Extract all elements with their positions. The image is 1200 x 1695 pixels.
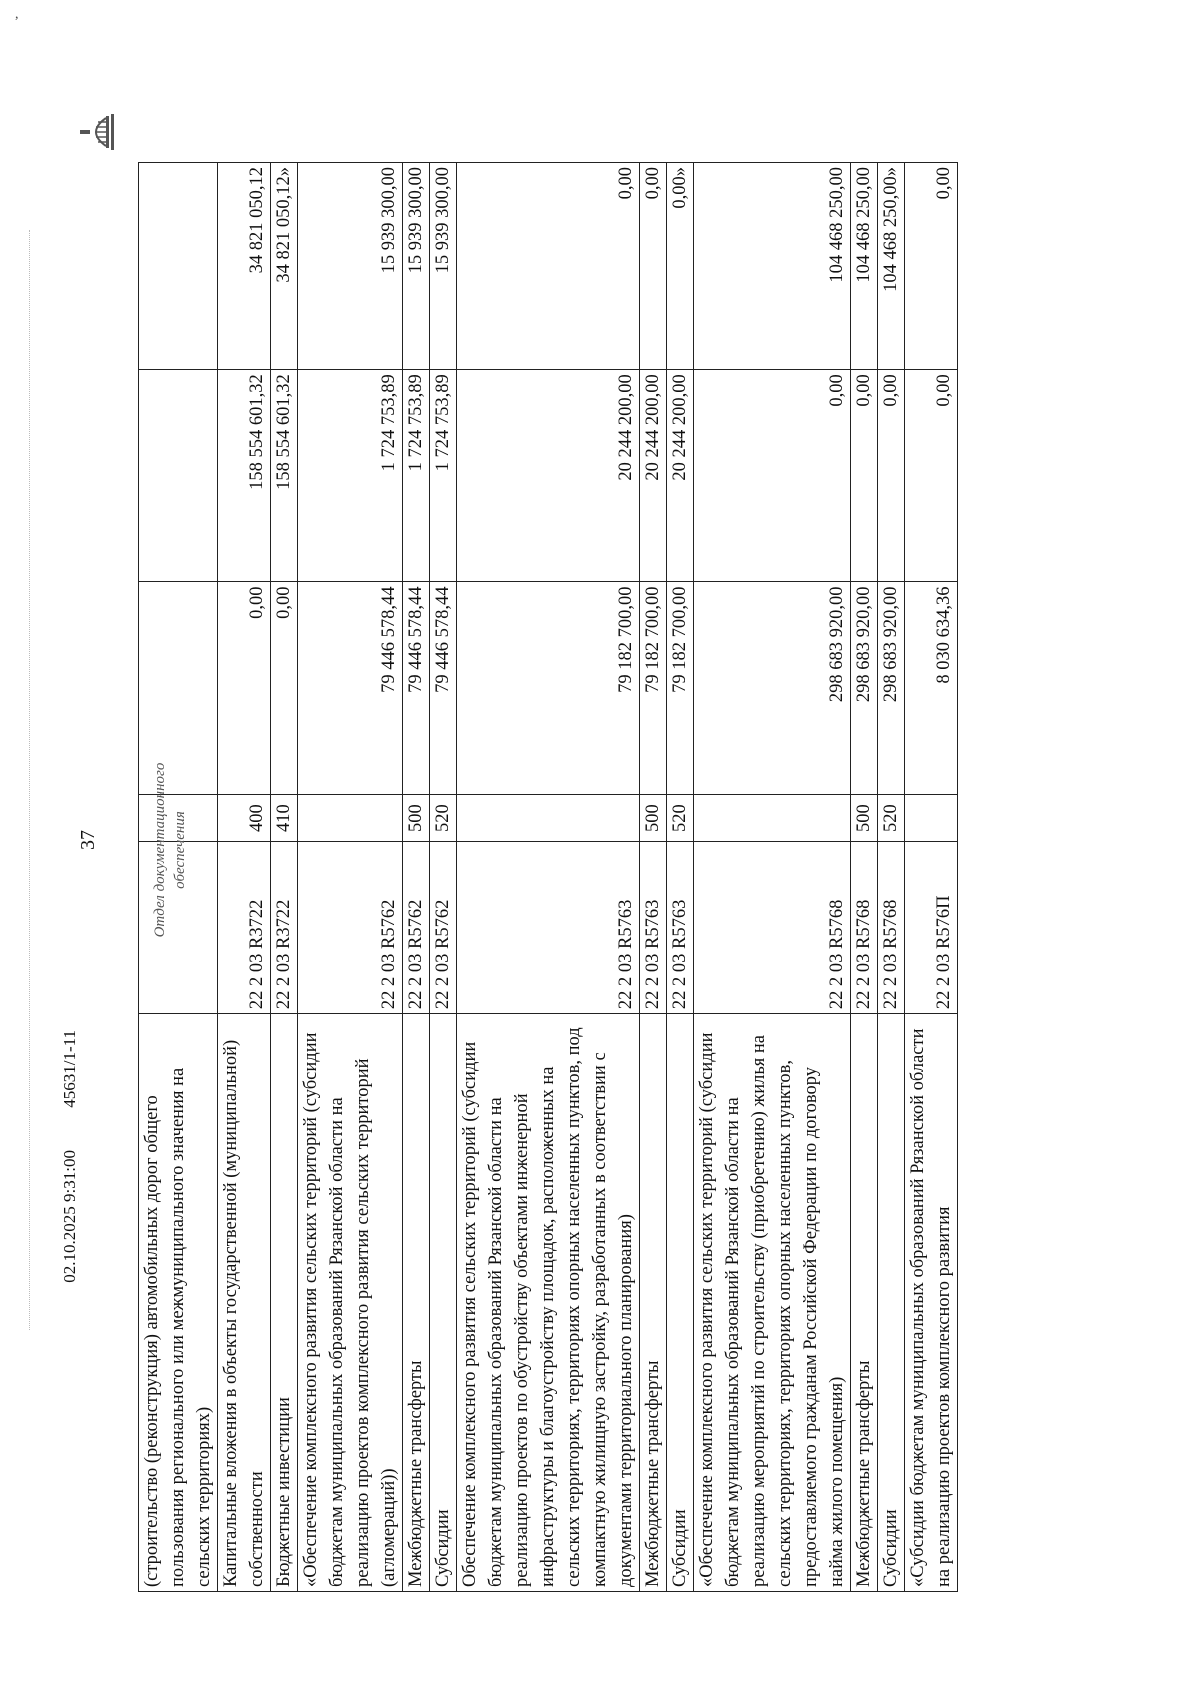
row-name-cell: Бюджетные инвестиции bbox=[271, 1014, 298, 1592]
row-amount-2025-cell: 79 182 700,00 bbox=[640, 582, 667, 794]
row-code-cell: 22 2 03 R576П bbox=[905, 842, 958, 1014]
row-vr-cell: 500 bbox=[640, 794, 667, 842]
row-name-cell: Межбюджетные трансферты bbox=[851, 1014, 878, 1592]
row-amount-2026-cell: 20 244 200,00 bbox=[457, 370, 640, 582]
row-amount-2026-cell: 1 724 753,89 bbox=[403, 370, 430, 582]
row-amount-2025-cell: 8 030 634,36 bbox=[905, 582, 958, 794]
row-amount-2026-cell bbox=[139, 370, 218, 582]
row-code-cell: 22 2 03 R5768 bbox=[878, 842, 905, 1014]
row-amount-2027-cell: 34 821 050,12 bbox=[218, 163, 271, 370]
row-amount-2025-cell: 79 446 578,44 bbox=[430, 582, 457, 794]
row-amount-2025-cell: 79 446 578,44 bbox=[298, 582, 403, 794]
row-name-cell: Обеспечение комплексного развития сельских территорий (субсидии бюджетам муниципальных образований Рязанской области на реализацию проектов по обустройству объектами инженерной инфраструктуры и благоустройству площадок, расположенных на сельских территориях, территориях опорных населенных пунктов, под компактную жилищную застройку, разработанных в соответствии с документами территориального планирования) bbox=[457, 1014, 640, 1592]
row-code-cell: 22 2 03 R5762 bbox=[298, 842, 403, 1014]
row-vr-cell: 410 bbox=[271, 794, 298, 842]
row-name-cell: Межбюджетные трансферты bbox=[640, 1014, 667, 1592]
row-amount-2027-cell: 34 821 050,12» bbox=[271, 163, 298, 370]
row-vr-cell bbox=[694, 794, 851, 842]
row-amount-2025-cell: 298 683 920,00 bbox=[694, 582, 851, 794]
row-code-cell: 22 2 03 R3722 bbox=[218, 842, 271, 1014]
row-name-cell: «Обеспечение комплексного развития сельских территорий (субсидии бюджетам муниципальных образований Рязанской области на реализацию проектов комплексного развития сельских территорий (агломераций)) bbox=[298, 1014, 403, 1592]
row-vr-cell: 500 bbox=[851, 794, 878, 842]
table-row bbox=[667, 163, 694, 1592]
row-name-cell: Капитальные вложения в объекты государственной (муниципальной) собственности bbox=[218, 1014, 271, 1592]
table-row bbox=[851, 163, 878, 1592]
table-row bbox=[271, 163, 298, 1592]
row-code-cell: 22 2 03 R5762 bbox=[430, 842, 457, 1014]
table-row bbox=[905, 163, 958, 1592]
row-amount-2026-cell: 0,00 bbox=[851, 370, 878, 582]
row-code-cell: 22 2 03 R5768 bbox=[694, 842, 851, 1014]
table-row bbox=[430, 163, 457, 1592]
row-amount-2025-cell: 298 683 920,00 bbox=[878, 582, 905, 794]
row-amount-2026-cell: 0,00 bbox=[905, 370, 958, 582]
row-amount-2027-cell: 104 468 250,00» bbox=[878, 163, 905, 370]
row-amount-2026-cell: 1 724 753,89 bbox=[430, 370, 457, 582]
row-vr-cell bbox=[298, 794, 403, 842]
row-amount-2027-cell: 0,00 bbox=[640, 163, 667, 370]
dept-line-1: Отдел документационного bbox=[152, 762, 168, 938]
row-name-cell: «Обеспечение комплексного развития сельских территорий (субсидии бюджетам муниципальных образований Рязанской области на реализацию мероприятий по строительству (приобретению) жилья на сельских территориях, территориях опорных населенных пунктов, предоставляемого гражданам Российской Федерации по договору найма жилого помещения) bbox=[694, 1014, 851, 1592]
row-amount-2025-cell: 0,00 bbox=[271, 582, 298, 794]
row-amount-2027-cell: 0,00» bbox=[667, 163, 694, 370]
table-row bbox=[218, 163, 271, 1592]
table-row bbox=[403, 163, 430, 1592]
row-amount-2026-cell: 0,00 bbox=[878, 370, 905, 582]
row-amount-2026-cell: 20 244 200,00 bbox=[667, 370, 694, 582]
department-stamp bbox=[150, 740, 190, 960]
table-row bbox=[640, 163, 667, 1592]
row-amount-2026-cell: 0,00 bbox=[694, 370, 851, 582]
row-code-cell: 22 2 03 R3722 bbox=[271, 842, 298, 1014]
row-vr-cell bbox=[905, 794, 958, 842]
row-vr-cell: 520 bbox=[667, 794, 694, 842]
row-code-cell: 22 2 03 R5763 bbox=[457, 842, 640, 1014]
row-name-cell: Субсидии bbox=[430, 1014, 457, 1592]
row-amount-2027-cell: 0,00 bbox=[457, 163, 640, 370]
row-name-cell: Субсидии bbox=[878, 1014, 905, 1592]
budget-table bbox=[138, 162, 958, 1592]
row-amount-2027-cell: 104 468 250,00 bbox=[851, 163, 878, 370]
row-name-cell: Субсидии bbox=[667, 1014, 694, 1592]
row-amount-2027-cell: 104 468 250,00 bbox=[694, 163, 851, 370]
row-amount-2026-cell: 1 724 753,89 bbox=[298, 370, 403, 582]
row-name-cell: (строительство (реконструкция) автомобильных дорог общего пользования регионального или межмуниципального значения на сельских территориях) bbox=[139, 1014, 218, 1592]
table-row bbox=[457, 163, 640, 1592]
row-amount-2027-cell bbox=[139, 163, 218, 370]
row-amount-2025-cell: 79 446 578,44 bbox=[403, 582, 430, 794]
row-name-cell: Межбюджетные трансферты bbox=[403, 1014, 430, 1592]
table-row bbox=[694, 163, 851, 1592]
duma-emblem-icon bbox=[76, 110, 120, 154]
scan-artifact-line bbox=[27, 230, 30, 1330]
row-vr-cell: 500 bbox=[403, 794, 430, 842]
row-amount-2027-cell: 15 939 300,00 bbox=[403, 163, 430, 370]
dept-line-2: обеспечения bbox=[172, 811, 188, 889]
row-amount-2025-cell: 0,00 bbox=[218, 582, 271, 794]
footer-timestamp: 02.10.2025 9:31:00 bbox=[60, 1150, 79, 1283]
row-code-cell: 22 2 03 R5768 bbox=[851, 842, 878, 1014]
row-vr-cell: 400 bbox=[218, 794, 271, 842]
row-code-cell: 22 2 03 R5763 bbox=[667, 842, 694, 1014]
row-amount-2026-cell: 158 554 601,32 bbox=[271, 370, 298, 582]
row-vr-cell bbox=[457, 794, 640, 842]
row-vr-cell: 520 bbox=[430, 794, 457, 842]
row-vr-cell: 520 bbox=[878, 794, 905, 842]
row-name-cell: «Субсидии бюджетам муниципальных образований Рязанской области на реализацию проектов комплексного развития bbox=[905, 1014, 958, 1592]
row-amount-2026-cell: 20 244 200,00 bbox=[640, 370, 667, 582]
row-amount-2026-cell: 158 554 601,32 bbox=[218, 370, 271, 582]
table-row bbox=[298, 163, 403, 1592]
page-number: 37 bbox=[77, 830, 99, 850]
row-code-cell: 22 2 03 R5762 bbox=[403, 842, 430, 1014]
row-amount-2027-cell: 15 939 300,00 bbox=[298, 163, 403, 370]
row-amount-2027-cell: 0,00 bbox=[905, 163, 958, 370]
row-amount-2025-cell: 79 182 700,00 bbox=[457, 582, 640, 794]
row-amount-2025-cell: 79 182 700,00 bbox=[667, 582, 694, 794]
row-amount-2027-cell: 15 939 300,00 bbox=[430, 163, 457, 370]
table-row bbox=[878, 163, 905, 1592]
row-amount-2025-cell: 298 683 920,00 bbox=[851, 582, 878, 794]
footer-doc-id: 45631/1-11 bbox=[60, 1030, 79, 1108]
scan-tick-mark: , bbox=[15, 7, 19, 22]
row-code-cell: 22 2 03 R5763 bbox=[640, 842, 667, 1014]
